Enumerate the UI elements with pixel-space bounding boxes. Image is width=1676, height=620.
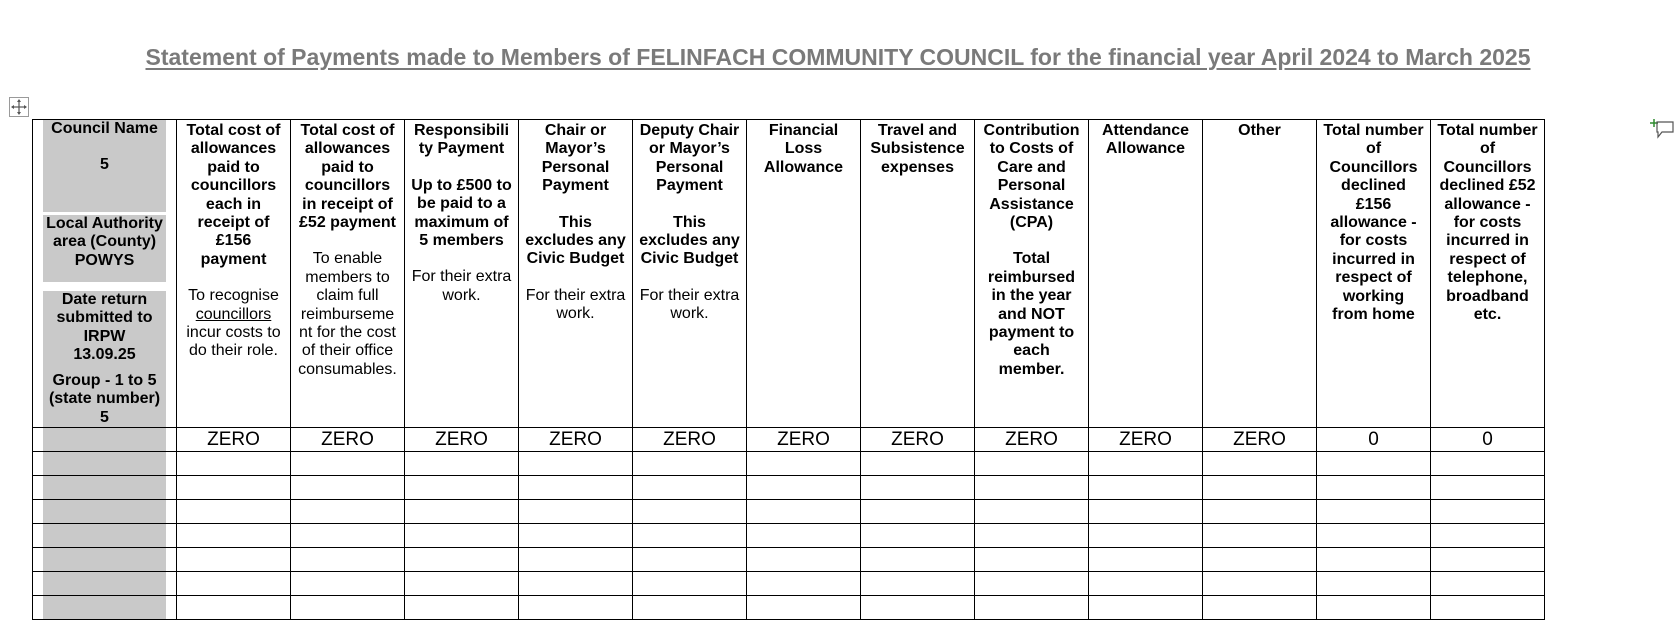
- header-cell-52-payment: [291, 120, 405, 428]
- local-authority-value: POWYS: [74, 251, 135, 269]
- table-cell[interactable]: [291, 572, 405, 596]
- table-cell[interactable]: [975, 500, 1089, 524]
- council-info-cell: [33, 120, 177, 428]
- table-cell[interactable]: ZERO: [861, 428, 975, 452]
- row-label-cell[interactable]: [33, 548, 177, 572]
- table-cell[interactable]: [177, 476, 291, 500]
- header-note: For their extra work.: [525, 286, 626, 323]
- table-cell[interactable]: [291, 596, 405, 620]
- spellcheck-word[interactable]: councillors: [195, 305, 272, 323]
- table-row: [33, 452, 1545, 476]
- header-title: Travel and Subsistence expenses: [870, 122, 965, 176]
- table-cell[interactable]: ZERO: [633, 428, 747, 452]
- table-row: [33, 572, 1545, 596]
- table-cell[interactable]: [291, 524, 405, 548]
- table-cell[interactable]: [519, 452, 633, 476]
- table-cell[interactable]: [519, 596, 633, 620]
- table-cell[interactable]: [1317, 476, 1431, 500]
- table-cell[interactable]: [1203, 476, 1317, 500]
- council-name-label: Council Name: [51, 120, 158, 137]
- header-cell-declined-52: [1431, 120, 1545, 428]
- table-cell[interactable]: [747, 500, 861, 524]
- table-cell[interactable]: ZERO: [1089, 428, 1203, 452]
- table-cell[interactable]: [1089, 572, 1203, 596]
- table-cell[interactable]: [1317, 452, 1431, 476]
- local-authority-label: Local Authority area (County): [46, 215, 163, 251]
- table-cell[interactable]: [1431, 500, 1545, 524]
- header-cell-attendance: [1089, 120, 1203, 428]
- table-cell[interactable]: [1431, 572, 1545, 596]
- table-row: [33, 428, 1545, 452]
- local-authority-block: [43, 215, 166, 282]
- table-cell[interactable]: [519, 500, 633, 524]
- header-title: Total number of Councillors declined £156 allowance - for costs incurred in respect of working from home: [1323, 122, 1424, 324]
- header-row: [33, 120, 1545, 428]
- council-name-block: [43, 120, 166, 212]
- table-cell[interactable]: ZERO: [291, 428, 405, 452]
- table-cell[interactable]: [975, 572, 1089, 596]
- table-cell[interactable]: [405, 572, 519, 596]
- table-cell[interactable]: [1317, 596, 1431, 620]
- table-cell[interactable]: [177, 452, 291, 476]
- header-title: Total number of Councillors declined £52 allowance - for costs incurred in respect of telephone, broadband etc.: [1437, 122, 1538, 324]
- table-cell[interactable]: [633, 548, 747, 572]
- row-label-cell[interactable]: [33, 428, 177, 452]
- table-cell[interactable]: [405, 548, 519, 572]
- date-return-label: Date return submitted to IRPW: [56, 291, 153, 345]
- table-cell[interactable]: [1431, 596, 1545, 620]
- table-cell[interactable]: [747, 452, 861, 476]
- table-cell[interactable]: [975, 452, 1089, 476]
- row-label-cell[interactable]: [33, 476, 177, 500]
- header-cell-declined-156: [1317, 120, 1431, 428]
- table-cell[interactable]: ZERO: [519, 428, 633, 452]
- header-bold-note: Total reimbursed in the year and NOT payment to each member.: [987, 250, 1076, 378]
- table-cell[interactable]: [1203, 500, 1317, 524]
- table-cell[interactable]: [519, 524, 633, 548]
- header-note: To enable members to claim full reimburseme nt for the cost of their office consumables.: [298, 250, 397, 378]
- table-cell[interactable]: [1431, 524, 1545, 548]
- header-title: Responsibili ty Payment: [413, 122, 510, 158]
- table-cell[interactable]: [1203, 548, 1317, 572]
- header-note: For their extra work.: [411, 268, 512, 304]
- table-row: [33, 500, 1545, 524]
- header-title: Other: [1238, 122, 1281, 139]
- group-value: 5: [100, 408, 109, 426]
- table-cell[interactable]: [1203, 572, 1317, 596]
- table-row: [33, 476, 1545, 500]
- council-name-value: 5: [100, 156, 109, 174]
- header-note: To recognise councillors incur costs to do their role.: [186, 287, 281, 360]
- row-label-cell[interactable]: [33, 596, 177, 620]
- table-cell[interactable]: [1203, 524, 1317, 548]
- table-cell[interactable]: [177, 596, 291, 620]
- table-cell[interactable]: [633, 596, 747, 620]
- table-row: [33, 596, 1545, 620]
- document-title: Statement of Payments made to Members of FELINFACH COMMUNITY COUNCIL for the financial year April 2024 to March 2025: [145, 44, 1531, 70]
- table-cell[interactable]: ZERO: [405, 428, 519, 452]
- table-cell[interactable]: [975, 476, 1089, 500]
- table-cell[interactable]: [291, 476, 405, 500]
- table-cell[interactable]: [177, 500, 291, 524]
- table-cell[interactable]: [1317, 572, 1431, 596]
- table-move-handle-icon[interactable]: [9, 97, 29, 117]
- table-cell[interactable]: 0: [1317, 428, 1431, 452]
- table-cell[interactable]: [975, 596, 1089, 620]
- table-cell[interactable]: [747, 476, 861, 500]
- table-cell[interactable]: [1203, 452, 1317, 476]
- table-cell[interactable]: [1089, 476, 1203, 500]
- table-cell[interactable]: [1089, 524, 1203, 548]
- table-cell[interactable]: [633, 500, 747, 524]
- header-title: Chair or Mayor’s Personal Payment: [541, 122, 610, 195]
- table-cell[interactable]: [747, 524, 861, 548]
- table-cell[interactable]: [975, 548, 1089, 572]
- header-title: Attendance Allowance: [1101, 122, 1190, 158]
- table-cell[interactable]: [861, 524, 975, 548]
- date-return-value: 13.09.25: [73, 346, 136, 364]
- header-cell-cpa: [975, 120, 1089, 428]
- table-cell[interactable]: [405, 476, 519, 500]
- table-cell[interactable]: [747, 572, 861, 596]
- row-label-cell[interactable]: [33, 572, 177, 596]
- table-cell[interactable]: [633, 572, 747, 596]
- table-cell[interactable]: [177, 548, 291, 572]
- header-title: Financial Loss Allowance: [763, 122, 844, 176]
- header-bold-note: This excludes any Civic Budget: [639, 213, 740, 268]
- table-cell[interactable]: [291, 548, 405, 572]
- table-cell[interactable]: [861, 548, 975, 572]
- row-label-cell[interactable]: [33, 452, 177, 476]
- header-bold-note: Up to £500 to be paid to a maximum of 5 members: [411, 176, 512, 250]
- group-label: Group - 1 to 5 (state number): [48, 372, 161, 408]
- table-cell[interactable]: [633, 476, 747, 500]
- header-cell-travel: [861, 120, 975, 428]
- table-cell[interactable]: [1431, 548, 1545, 572]
- table-cell[interactable]: [633, 452, 747, 476]
- header-note: For their extra work.: [639, 286, 740, 323]
- date-return-block: [43, 291, 166, 372]
- table-cell[interactable]: [975, 524, 1089, 548]
- table-row: [33, 524, 1545, 548]
- table-cell[interactable]: [861, 500, 975, 524]
- payments-table: [32, 119, 1545, 620]
- table-cell[interactable]: [1089, 452, 1203, 476]
- header-cell-financial-loss: [747, 120, 861, 428]
- table-cell[interactable]: [747, 596, 861, 620]
- table-cell[interactable]: [1317, 548, 1431, 572]
- table-cell[interactable]: [633, 524, 747, 548]
- table-cell[interactable]: [1089, 548, 1203, 572]
- header-title: Total cost of allowances paid to councillors each in receipt of £156 payment: [186, 122, 281, 268]
- row-label-cell[interactable]: [33, 500, 177, 524]
- table-cell[interactable]: [1317, 500, 1431, 524]
- header-title: Total cost of allowances paid to councillors in receipt of £52 payment: [299, 122, 396, 232]
- row-label-cell[interactable]: [33, 524, 177, 548]
- table-cell[interactable]: [861, 476, 975, 500]
- table-cell[interactable]: 0: [1431, 428, 1545, 452]
- header-cell-156-payment: [177, 120, 291, 428]
- table-cell[interactable]: [291, 500, 405, 524]
- table-cell[interactable]: [861, 572, 975, 596]
- header-title: Contribution to Costs of Care and Personal Assistance (CPA): [983, 122, 1080, 232]
- table-cell[interactable]: ZERO: [1203, 428, 1317, 452]
- table-cell[interactable]: [405, 596, 519, 620]
- table-cell[interactable]: [1431, 452, 1545, 476]
- table-cell[interactable]: [177, 524, 291, 548]
- table-cell[interactable]: [405, 452, 519, 476]
- header-cell-chair: [519, 120, 633, 428]
- header-cell-responsibility: [405, 120, 519, 428]
- table-cell[interactable]: [177, 572, 291, 596]
- table-cell[interactable]: [291, 452, 405, 476]
- table-cell[interactable]: [1089, 596, 1203, 620]
- table-cell[interactable]: ZERO: [975, 428, 1089, 452]
- table-cell[interactable]: [519, 548, 633, 572]
- table-cell[interactable]: [519, 476, 633, 500]
- table-cell[interactable]: [405, 524, 519, 548]
- header-cell-other: [1203, 120, 1317, 428]
- table-cell[interactable]: ZERO: [747, 428, 861, 452]
- table-cell[interactable]: [747, 548, 861, 572]
- table-cell[interactable]: [1203, 596, 1317, 620]
- table-cell[interactable]: [1431, 476, 1545, 500]
- table-cell[interactable]: [519, 572, 633, 596]
- table-cell[interactable]: [861, 452, 975, 476]
- table-cell[interactable]: ZERO: [177, 428, 291, 452]
- comment-marker-icon[interactable]: [1649, 118, 1675, 145]
- table-row: [33, 548, 1545, 572]
- header-cell-deputy-chair: [633, 120, 747, 428]
- table-cell[interactable]: [1317, 524, 1431, 548]
- table-cell[interactable]: [861, 596, 975, 620]
- table-cell[interactable]: [405, 500, 519, 524]
- table-cell[interactable]: [1089, 500, 1203, 524]
- group-block: [43, 372, 166, 427]
- header-title: Deputy Chair or Mayor’s Personal Payment: [639, 122, 740, 195]
- header-bold-note: This excludes any Civic Budget: [525, 213, 626, 268]
